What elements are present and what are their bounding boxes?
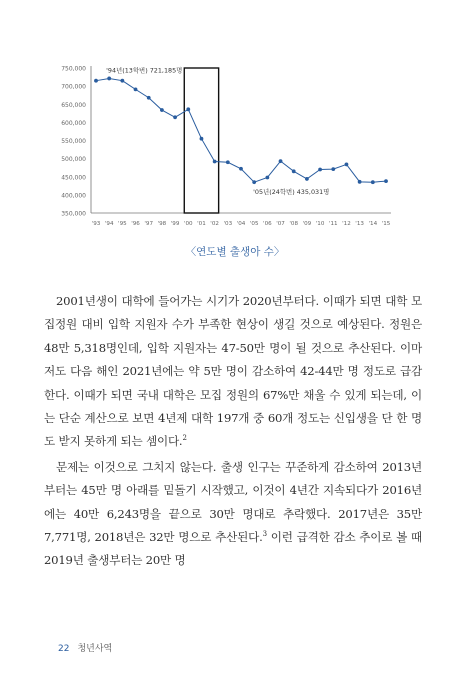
paragraph-2-text-a: 문제는 이것으로 그치지 않는다. 출생 인구는 꾸준하게 감소하여 2013년부터는 45만 명 아래를 밑돌기 시작했고, 이것이 4년간 지속되다가 2016년에는 40만 6,243명을 끝으로 30만 명대로 추락했다. 2017년은 35만 7,771명, 2018년은 32만 명으로 추산된다. [44, 459, 422, 545]
y-tick-label: 400,000 [61, 192, 86, 200]
footnote-ref-2: 2 [182, 434, 187, 443]
data-point [371, 180, 375, 184]
x-tick-label: '99 [170, 221, 180, 227]
data-point [305, 177, 309, 181]
birth-chart [0, 0, 470, 240]
data-point [345, 163, 349, 167]
y-tick-label: 750,000 [61, 65, 86, 73]
x-tick-label: '15 [381, 221, 391, 227]
paragraph-1-text: 2001년생이 대학에 들어가는 시기가 2020년부터다. 이때가 되면 대학 모집정원 대비 입학 지원자 수가 부족한 현상이 생길 것으로 예상된다. 정원은 48만 5,318명인데, 입학 지원자는 47-50만 명이 될 것으로 추산된다. 이마저도 다음 해인 2021년에는 약 5만 명이 감소하여 42-44만 명 정도로 급감한다. 이때가 되면 국내 대학은 모집 정원의 67%만 채울 수 있게 되는데, 이는 단순 계산으로 보면 4년제 대학 197개 중 60개 정도는 신입생을 단 한 명도 받지 못하게 되는 셈이다. [44, 294, 422, 449]
x-tick-label: '04 [236, 221, 246, 227]
paragraph-2 [44, 456, 422, 573]
y-tick-label: 600,000 [61, 119, 86, 127]
y-tick-label: 550,000 [61, 138, 86, 145]
y-tick-label: 700,000 [61, 83, 86, 91]
y-tick-label: 650,000 [61, 101, 86, 109]
x-tick-label: '10 [315, 221, 325, 227]
body-text [44, 290, 422, 573]
x-tick-label: '12 [342, 221, 351, 227]
book-title: 청년사역 [77, 644, 113, 654]
x-tick-label: '03 [223, 221, 233, 227]
y-tick-label: 450,000 [61, 174, 86, 182]
chart-annotation: '94년(13학번) 721,185명 [106, 66, 183, 75]
x-tick-label: '01 [197, 221, 206, 227]
data-point [173, 115, 177, 119]
series-line [96, 78, 386, 182]
data-point [186, 107, 190, 111]
chart-caption: 〈연도별 출생아 수〉 [185, 246, 285, 258]
data-point [120, 79, 124, 83]
data-point [239, 167, 243, 171]
data-point [252, 180, 256, 184]
paragraph-1 [44, 290, 422, 454]
x-tick-label: '93 [91, 221, 101, 227]
y-tick-label: 350,000 [61, 210, 86, 218]
page-footer [58, 641, 112, 654]
x-tick-label: '08 [289, 221, 299, 227]
x-tick-label: '97 [144, 221, 154, 227]
x-tick-label: '14 [368, 221, 378, 227]
data-point [358, 180, 362, 184]
x-tick-label: '13 [355, 221, 364, 227]
page-number: 22 [58, 644, 70, 654]
x-tick-label: '95 [118, 221, 127, 227]
data-point [279, 159, 283, 163]
x-tick-label: '06 [263, 221, 272, 227]
y-tick-label: 500,000 [61, 156, 86, 164]
data-point [147, 96, 151, 100]
x-tick-label: '00 [183, 221, 193, 227]
data-point [292, 169, 296, 173]
x-tick-label: '94 [104, 221, 114, 227]
paragraph-2-text-b: 이런 급격한 감소 추이로 볼 때 2019년 출생부터는 20만 명 [44, 530, 422, 568]
data-point [94, 79, 98, 83]
data-point [213, 160, 217, 164]
chart-annotation: '05년(24학번) 435,031명 [253, 188, 330, 197]
data-point [200, 137, 204, 141]
x-tick-label: '09 [302, 221, 312, 227]
data-point [331, 167, 335, 171]
footnote-ref-3: 3 [262, 530, 267, 539]
x-tick-label: '05 [249, 221, 259, 227]
data-point [134, 87, 138, 91]
x-tick-label: '02 [210, 221, 219, 227]
data-point [107, 77, 111, 81]
x-tick-label: '07 [276, 221, 285, 227]
data-point [160, 108, 164, 112]
data-point [384, 179, 388, 183]
data-point [265, 176, 269, 180]
data-point [226, 160, 230, 164]
data-point [318, 168, 322, 172]
x-tick-label: '98 [157, 221, 167, 227]
x-tick-label: '11 [328, 221, 338, 227]
x-tick-label: '96 [131, 221, 140, 227]
